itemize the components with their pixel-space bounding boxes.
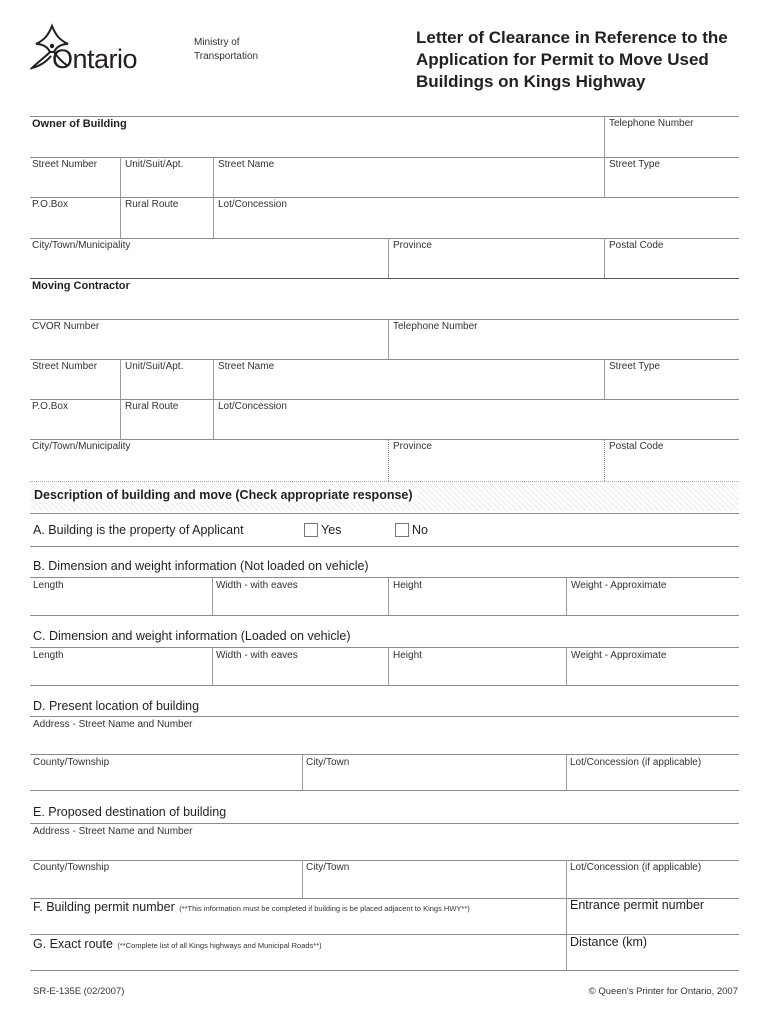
form-number: SR-E-135E (02/2007): [33, 986, 125, 997]
contractor-telephone-label: Telephone Number: [393, 321, 478, 332]
title-line1: Letter of Clearance in Reference to the: [416, 28, 728, 47]
owner-lot-concession-label: Lot/Concession: [218, 199, 287, 210]
owner-telephone-field[interactable]: [605, 132, 739, 158]
contractor-street-number-field[interactable]: [30, 374, 120, 399]
contractor-street-name-field[interactable]: [214, 374, 604, 399]
b-width-label: Width - with eaves: [216, 580, 298, 591]
distance-field[interactable]: [567, 951, 739, 970]
owner-postal-code-field[interactable]: [605, 253, 739, 278]
question-f-title: F. Building permit number: [33, 900, 175, 914]
b-height-label: Height: [393, 580, 422, 591]
contractor-rural-route-label: Rural Route: [125, 401, 179, 412]
question-f-note: (**This information must be completed if building is be placed adjacent to Kings HWY**): [179, 904, 470, 913]
e-city-label: City/Town: [306, 862, 350, 873]
yes-checkbox[interactable]: [304, 523, 318, 537]
contractor-postal-code-field[interactable]: [605, 454, 739, 480]
b-length-field[interactable]: [30, 593, 212, 615]
title-line3: Buildings on Kings Highway: [416, 72, 646, 91]
d-address-label: Address - Street Name and Number: [33, 719, 193, 730]
e-county-label: County/Township: [33, 862, 110, 873]
b-weight-field[interactable]: [567, 593, 739, 615]
owner-telephone-label: Telephone Number: [609, 118, 694, 129]
owner-rural-route-field[interactable]: [121, 212, 213, 238]
contractor-lot-concession-label: Lot/Concession: [218, 401, 287, 412]
e-county-field[interactable]: [30, 876, 302, 898]
c-width-label: Width - with eaves: [216, 650, 298, 661]
contractor-unit-label: Unit/Suit/Apt.: [125, 361, 184, 372]
owner-street-number-field[interactable]: [30, 172, 120, 197]
title-line2: Application for Permit to Move Used: [416, 50, 709, 69]
c-weight-label: Weight - Approximate: [571, 650, 667, 661]
copyright: © Queen's Printer for Ontario, 2007: [588, 986, 738, 997]
contractor-lot-concession-field[interactable]: [214, 414, 739, 439]
contractor-city-field[interactable]: [30, 454, 388, 480]
question-e-title: E. Proposed destination of building: [33, 805, 227, 819]
owner-unit-label: Unit/Suit/Apt.: [125, 159, 184, 170]
question-a-label: A. Building is the property of Applicant: [33, 523, 244, 537]
e-lot-field[interactable]: [567, 876, 739, 898]
question-b-title: B. Dimension and weight information (Not loaded on vehicle): [33, 559, 369, 573]
d-city-field[interactable]: [303, 770, 566, 790]
question-g-title: G. Exact route: [33, 937, 113, 951]
owner-province-label: Province: [393, 240, 432, 251]
d-county-label: County/Township: [33, 757, 110, 768]
contractor-cvor-field[interactable]: [30, 334, 388, 359]
d-city-label: City/Town: [306, 757, 350, 768]
contractor-street-name-label: Street Name: [218, 361, 275, 372]
contractor-rural-route-field[interactable]: [121, 414, 213, 439]
owner-unit-field[interactable]: [121, 172, 213, 197]
contractor-city-label: City/Town/Municipality: [32, 441, 131, 452]
owner-city-label: City/Town/Municipality: [32, 240, 131, 251]
owner-section-title: Owner of Building: [32, 118, 127, 130]
owner-street-type-label: Street Type: [609, 159, 660, 170]
c-width-field[interactable]: [213, 663, 388, 685]
owner-street-name-label: Street Name: [218, 159, 275, 170]
owner-province-field[interactable]: [389, 253, 604, 278]
owner-rural-route-label: Rural Route: [125, 199, 179, 210]
ministry-line1: Ministry of: [194, 37, 240, 48]
e-address-label: Address - Street Name and Number: [33, 826, 193, 837]
d-address-field[interactable]: [30, 732, 739, 754]
b-height-field[interactable]: [389, 593, 566, 615]
form-title: [416, 27, 728, 93]
logo-text: Ontario: [52, 44, 138, 74]
contractor-province-label: Province: [393, 441, 432, 452]
d-county-field[interactable]: [30, 770, 302, 790]
c-height-label: Height: [393, 650, 422, 661]
c-length-label: Length: [33, 650, 64, 661]
contractor-province-field[interactable]: [389, 454, 604, 480]
no-label: No: [412, 523, 428, 537]
owner-city-field[interactable]: [30, 253, 388, 278]
ministry-line2: Transportation: [194, 51, 259, 62]
contractor-street-type-label: Street Type: [609, 361, 660, 372]
owner-name-field[interactable]: [30, 132, 604, 158]
b-length-label: Length: [33, 580, 64, 591]
d-lot-label: Lot/Concession (if applicable): [570, 757, 702, 768]
owner-street-number-label: Street Number: [32, 159, 98, 170]
contractor-postal-code-label: Postal Code: [609, 441, 664, 452]
e-address-field[interactable]: [30, 839, 739, 860]
contractor-name-field[interactable]: [30, 294, 739, 318]
entrance-permit-field[interactable]: [567, 914, 739, 934]
question-g-note: (**Complete list of all Kings highways and Municipal Roads**): [117, 941, 322, 950]
distance-label: Distance (km): [570, 935, 648, 949]
c-length-field[interactable]: [30, 663, 212, 685]
owner-pobox-field[interactable]: [30, 212, 120, 238]
owner-street-name-field[interactable]: [214, 172, 604, 197]
owner-postal-code-label: Postal Code: [609, 240, 664, 251]
c-weight-field[interactable]: [567, 663, 739, 685]
question-d-title: D. Present location of building: [33, 699, 200, 713]
e-lot-label: Lot/Concession (if applicable): [570, 862, 702, 873]
owner-pobox-label: P.O.Box: [32, 199, 68, 210]
c-height-field[interactable]: [389, 663, 566, 685]
contractor-street-number-label: Street Number: [32, 361, 98, 372]
exact-route-field[interactable]: [30, 951, 566, 970]
question-c-title: C. Dimension and weight information (Loaded on vehicle): [33, 629, 351, 643]
contractor-unit-field[interactable]: [121, 374, 213, 399]
contractor-pobox-field[interactable]: [30, 414, 120, 439]
e-city-field[interactable]: [303, 876, 566, 898]
no-checkbox[interactable]: [395, 523, 409, 537]
contractor-street-type-field[interactable]: [605, 374, 739, 399]
ontario-logo: [30, 22, 180, 74]
building-permit-field[interactable]: [30, 914, 566, 934]
description-section-title: Description of building and move (Check appropriate response): [34, 488, 417, 502]
owner-lot-concession-field[interactable]: [214, 212, 739, 238]
b-weight-label: Weight - Approximate: [571, 580, 667, 591]
contractor-pobox-label: P.O.Box: [32, 401, 68, 412]
d-lot-field[interactable]: [567, 770, 739, 790]
contractor-cvor-label: CVOR Number: [32, 321, 100, 332]
yes-label: Yes: [321, 523, 342, 537]
contractor-section-title: Moving Contractor: [32, 280, 130, 292]
owner-street-type-field[interactable]: [605, 172, 739, 197]
contractor-telephone-field[interactable]: [389, 334, 739, 359]
entrance-permit-label: Entrance permit number: [570, 898, 705, 912]
b-width-field[interactable]: [213, 593, 388, 615]
